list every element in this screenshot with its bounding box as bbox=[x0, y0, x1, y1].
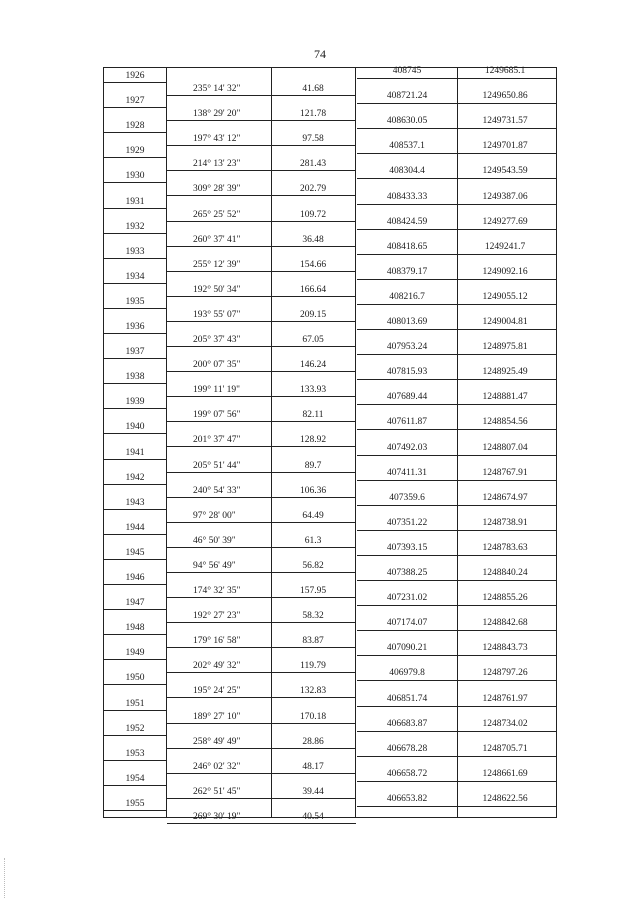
row-rule bbox=[357, 505, 556, 506]
bearing-cell: 205° 37' 43" bbox=[193, 335, 241, 345]
row-rule bbox=[103, 132, 167, 133]
distance-cell: 41.68 bbox=[302, 84, 324, 94]
row-rule bbox=[103, 308, 167, 309]
northing-cell: 407231.02 bbox=[386, 593, 428, 604]
row-rule bbox=[357, 630, 556, 631]
northing-cell: 408630.05 bbox=[386, 116, 428, 127]
row-rule bbox=[357, 128, 556, 129]
distance-cell: 166.64 bbox=[299, 284, 327, 295]
bearing-cell: 179° 16' 58" bbox=[193, 636, 241, 647]
easting-cell: 1249731.57 bbox=[482, 116, 528, 127]
northing-cell: 406653.82 bbox=[386, 793, 428, 804]
row-rule bbox=[357, 756, 556, 757]
row-rule bbox=[103, 609, 167, 610]
row-rule bbox=[357, 731, 556, 732]
distance-cell: 106.36 bbox=[299, 485, 327, 496]
distance-cell: 97.58 bbox=[302, 134, 324, 145]
year-cell: 1950 bbox=[125, 673, 145, 684]
bearing-cell: 174° 32' 35" bbox=[193, 586, 241, 596]
row-rule bbox=[103, 433, 167, 434]
row-rule bbox=[357, 706, 556, 707]
northing-cell: 407411.31 bbox=[386, 467, 428, 478]
distance-cell: 89.7 bbox=[304, 460, 322, 471]
row-rule bbox=[357, 429, 556, 430]
year-cell: 1933 bbox=[125, 246, 145, 257]
distance-cell: 36.48 bbox=[302, 234, 324, 245]
row-rule bbox=[357, 254, 556, 255]
row-rule bbox=[167, 446, 356, 447]
row-rule bbox=[357, 153, 556, 154]
row-rule bbox=[357, 555, 556, 556]
year-cell: 1951 bbox=[125, 698, 145, 709]
row-rule bbox=[167, 371, 356, 372]
northing-cell: 408721.24 bbox=[386, 91, 428, 102]
row-rule bbox=[357, 404, 556, 405]
row-rule bbox=[103, 659, 167, 660]
northing-cell: 408537.1 bbox=[389, 141, 425, 152]
northing-cell: 407174.07 bbox=[386, 618, 428, 629]
row-rule bbox=[103, 408, 167, 409]
row-rule bbox=[103, 82, 167, 83]
row-rule bbox=[357, 605, 556, 606]
bearing-cell: 193° 55' 07" bbox=[193, 309, 241, 320]
year-cell: 1946 bbox=[125, 573, 145, 583]
northing-cell: 406683.87 bbox=[386, 718, 428, 729]
bearing-cell: 200° 07' 35" bbox=[193, 360, 241, 371]
row-rule bbox=[103, 735, 167, 736]
bearing-cell: 262° 51' 45" bbox=[193, 786, 241, 797]
row-rule bbox=[167, 497, 356, 498]
row-rule bbox=[167, 472, 356, 473]
easting-cell: 1248854.56 bbox=[482, 417, 528, 428]
margin-artifact bbox=[4, 858, 8, 898]
northing-cell: 407388.25 bbox=[386, 568, 428, 578]
bearing-cell: 199° 11' 19" bbox=[193, 385, 241, 396]
easting-cell: 1249241.7 bbox=[484, 241, 526, 252]
year-cell: 1934 bbox=[125, 271, 145, 282]
bearing-cell: 189° 27' 10" bbox=[193, 711, 241, 722]
easting-cell: 1248622.56 bbox=[482, 793, 528, 804]
row-rule bbox=[167, 697, 356, 698]
distance-cell: 61.3 bbox=[304, 535, 322, 546]
bearing-cell: 197° 43' 12" bbox=[193, 134, 241, 145]
row-rule bbox=[167, 246, 356, 247]
distance-cell: 157.95 bbox=[299, 586, 327, 596]
distance-cell: 154.66 bbox=[299, 259, 327, 270]
row-rule bbox=[357, 78, 556, 79]
year-cell: 1937 bbox=[125, 347, 145, 358]
northing-cell: 407351.22 bbox=[386, 517, 428, 528]
row-rule bbox=[357, 530, 556, 531]
year-cell: 1938 bbox=[125, 372, 145, 383]
northing-cell: 407689.44 bbox=[386, 392, 428, 403]
easting-cell: 1249701.87 bbox=[482, 141, 528, 152]
northing-cell: 406658.72 bbox=[386, 768, 428, 779]
distance-cell: 132.83 bbox=[299, 686, 327, 697]
easting-cell: 1248767.91 bbox=[482, 467, 528, 478]
distance-cell: 67.05 bbox=[302, 335, 324, 345]
distance-cell: 281.43 bbox=[299, 159, 327, 170]
year-cell: 1930 bbox=[125, 171, 145, 182]
easting-cell: 1248797.26 bbox=[482, 668, 528, 679]
year-cell: 1929 bbox=[125, 146, 145, 157]
distance-cell: 58.32 bbox=[302, 611, 324, 622]
bearing-cell: 235° 14' 32" bbox=[193, 84, 241, 94]
bearing-cell: 195° 24' 25" bbox=[193, 686, 241, 697]
year-cell: 1936 bbox=[125, 322, 145, 332]
bearing-cell: 258° 49' 49" bbox=[193, 736, 241, 747]
easting-cell: 1248881.47 bbox=[482, 392, 528, 403]
easting-cell: 1248783.63 bbox=[482, 542, 528, 553]
northing-cell: 407393.15 bbox=[386, 542, 428, 553]
row-rule bbox=[103, 634, 167, 635]
row-rule bbox=[167, 773, 356, 774]
row-rule bbox=[167, 195, 356, 196]
year-cell: 1945 bbox=[125, 547, 145, 558]
bearing-cell: 46° 50' 39" bbox=[193, 535, 236, 546]
row-rule bbox=[103, 534, 167, 535]
year-cell: 1940 bbox=[125, 422, 145, 433]
distance-cell: 82.11 bbox=[302, 410, 324, 421]
year-cell: 1943 bbox=[125, 497, 145, 508]
row-rule bbox=[103, 333, 167, 334]
row-rule bbox=[103, 283, 167, 284]
row-rule bbox=[103, 484, 167, 485]
row-rule bbox=[103, 182, 167, 183]
easting-cell: 1249092.16 bbox=[482, 266, 528, 277]
row-rule bbox=[357, 279, 556, 280]
row-rule bbox=[167, 823, 356, 824]
row-rule bbox=[357, 580, 556, 581]
bearing-cell: 255° 12' 39" bbox=[193, 259, 241, 270]
bearing-cell: 214° 13' 23" bbox=[193, 159, 241, 170]
bearing-cell: 192° 27' 23" bbox=[193, 611, 241, 622]
distance-cell: 28.86 bbox=[302, 736, 324, 747]
distance-cell: 83.87 bbox=[302, 636, 324, 647]
bearing-cell: 269° 30' 19" bbox=[193, 811, 241, 822]
bearing-cell: 309° 28' 39" bbox=[193, 184, 241, 195]
bearing-cell: 260° 37' 41" bbox=[193, 234, 241, 245]
year-cell: 1954 bbox=[125, 773, 145, 784]
northing-cell: 408424.59 bbox=[386, 216, 428, 227]
row-rule bbox=[103, 810, 167, 811]
northing-cell: 408304.4 bbox=[389, 166, 425, 177]
easting-cell: 1248674.97 bbox=[482, 492, 528, 503]
row-rule bbox=[357, 781, 556, 782]
northing-cell: 407611.87 bbox=[386, 417, 428, 428]
row-rule bbox=[167, 748, 356, 749]
row-rule bbox=[167, 547, 356, 548]
northing-cell: 408418.65 bbox=[386, 241, 428, 252]
easting-cell: 1249055.12 bbox=[482, 291, 528, 302]
bearing-cell: 192° 50' 34" bbox=[193, 284, 241, 295]
easting-cell: 1248855.26 bbox=[482, 593, 528, 604]
bearing-cell: 97° 28' 00" bbox=[193, 510, 236, 521]
row-rule bbox=[357, 229, 556, 230]
distance-cell: 119.79 bbox=[300, 661, 326, 672]
row-rule bbox=[167, 170, 356, 171]
row-rule bbox=[167, 271, 356, 272]
row-rule bbox=[103, 459, 167, 460]
distance-cell: 109.72 bbox=[299, 209, 327, 220]
row-rule bbox=[167, 145, 356, 146]
easting-cell: 1249543.59 bbox=[482, 166, 528, 177]
easting-cell: 1248843.73 bbox=[482, 643, 528, 654]
row-rule bbox=[167, 647, 356, 648]
year-cell: 1944 bbox=[125, 522, 145, 533]
easting-cell: 1248738.91 bbox=[482, 517, 528, 528]
easting-cell: 1248705.71 bbox=[482, 743, 528, 754]
row-rule bbox=[357, 103, 556, 104]
distance-cell: 209.15 bbox=[299, 309, 327, 320]
row-rule bbox=[103, 157, 167, 158]
year-cell: 1928 bbox=[125, 121, 145, 132]
bearing-cell: 246° 02' 32" bbox=[193, 761, 241, 772]
row-rule bbox=[103, 107, 167, 108]
year-cell: 1953 bbox=[125, 748, 145, 759]
row-rule bbox=[103, 383, 167, 384]
bearing-cell: 199° 07' 56" bbox=[193, 410, 241, 421]
row-rule bbox=[357, 354, 556, 355]
row-rule bbox=[103, 509, 167, 510]
northing-cell: 407090.21 bbox=[386, 643, 428, 654]
row-rule bbox=[167, 622, 356, 623]
easting-cell: 1248975.81 bbox=[482, 342, 528, 353]
year-cell: 1948 bbox=[125, 623, 145, 634]
easting-cell: 1248761.97 bbox=[482, 693, 528, 704]
row-rule bbox=[167, 120, 356, 121]
bearing-cell: 265° 25' 52" bbox=[193, 209, 241, 220]
northing-cell: 408745 bbox=[392, 66, 422, 76]
row-rule bbox=[167, 296, 356, 297]
row-rule bbox=[357, 480, 556, 481]
easting-cell: 1249387.06 bbox=[482, 191, 528, 202]
distance-cell: 39.44 bbox=[302, 786, 324, 797]
row-rule bbox=[167, 672, 356, 673]
row-rule bbox=[167, 321, 356, 322]
northing-cell: 406979.8 bbox=[389, 668, 425, 679]
easting-cell: 1248925.49 bbox=[482, 367, 528, 378]
year-cell: 1926 bbox=[125, 71, 145, 81]
row-rule bbox=[167, 421, 356, 422]
row-rule bbox=[357, 806, 556, 807]
row-rule bbox=[357, 680, 556, 681]
distance-cell: 64.49 bbox=[302, 510, 324, 521]
year-cell: 1947 bbox=[125, 598, 145, 609]
row-rule bbox=[103, 710, 167, 711]
year-cell: 1939 bbox=[125, 397, 145, 408]
row-rule bbox=[167, 346, 356, 347]
row-rule bbox=[167, 723, 356, 724]
row-rule bbox=[103, 208, 167, 209]
bearing-cell: 138° 29' 20" bbox=[193, 109, 241, 120]
year-cell: 1931 bbox=[125, 196, 145, 207]
easting-cell: 1249650.86 bbox=[482, 91, 528, 102]
northing-cell: 407953.24 bbox=[386, 342, 428, 353]
northing-cell: 406851.74 bbox=[386, 693, 428, 704]
row-rule bbox=[103, 760, 167, 761]
year-cell: 1935 bbox=[125, 296, 145, 307]
easting-cell: 1248842.68 bbox=[482, 618, 528, 629]
northing-cell: 408216.7 bbox=[389, 291, 425, 302]
distance-cell: 121.78 bbox=[299, 109, 327, 120]
bearing-cell: 240° 54' 33" bbox=[193, 485, 241, 496]
distance-cell: 170.18 bbox=[299, 711, 327, 722]
easting-cell: 1248807.04 bbox=[482, 442, 528, 453]
distance-cell: 48.17 bbox=[302, 761, 324, 772]
row-rule bbox=[357, 304, 556, 305]
distance-cell: 40.54 bbox=[302, 811, 324, 822]
distance-cell: 56.82 bbox=[302, 560, 324, 571]
row-rule bbox=[103, 233, 167, 234]
bearing-cell: 205° 51' 44" bbox=[193, 460, 241, 471]
row-rule bbox=[103, 258, 167, 259]
distance-cell: 146.24 bbox=[299, 360, 327, 371]
row-rule bbox=[103, 785, 167, 786]
easting-cell: 1249004.81 bbox=[482, 317, 528, 327]
row-rule bbox=[167, 798, 356, 799]
row-rule bbox=[167, 522, 356, 523]
easting-cell: 1248661.69 bbox=[482, 768, 528, 779]
distance-cell: 202.79 bbox=[299, 184, 327, 195]
row-rule bbox=[357, 178, 556, 179]
row-rule bbox=[357, 455, 556, 456]
easting-cell: 1248840.24 bbox=[482, 568, 528, 578]
row-rule bbox=[167, 572, 356, 573]
row-rule bbox=[103, 684, 167, 685]
column-divider bbox=[355, 67, 356, 817]
easting-cell: 1248734.02 bbox=[482, 718, 528, 729]
year-cell: 1952 bbox=[125, 723, 145, 734]
row-rule bbox=[357, 655, 556, 656]
easting-cell: 1249277.69 bbox=[482, 216, 528, 227]
bearing-cell: 201° 37' 47" bbox=[193, 435, 241, 446]
row-rule bbox=[167, 221, 356, 222]
distance-cell: 133.93 bbox=[299, 385, 327, 396]
row-rule bbox=[167, 396, 356, 397]
northing-cell: 408379.17 bbox=[386, 266, 428, 277]
row-rule bbox=[103, 358, 167, 359]
northing-cell: 408433.33 bbox=[386, 191, 428, 202]
page-number: 74 bbox=[314, 47, 326, 61]
easting-cell: 1249685.1 bbox=[484, 66, 526, 76]
row-rule bbox=[357, 379, 556, 380]
row-rule bbox=[167, 597, 356, 598]
row-rule bbox=[357, 204, 556, 205]
year-cell: 1927 bbox=[125, 96, 145, 107]
distance-cell: 128.92 bbox=[299, 435, 327, 446]
year-cell: 1941 bbox=[125, 447, 145, 458]
bearing-cell: 202° 49' 32" bbox=[193, 661, 241, 672]
year-cell: 1955 bbox=[125, 798, 145, 809]
row-rule bbox=[103, 559, 167, 560]
northing-cell: 407492.03 bbox=[386, 442, 428, 453]
year-cell: 1949 bbox=[125, 648, 145, 659]
row-rule bbox=[103, 584, 167, 585]
northing-cell: 406678.28 bbox=[386, 743, 428, 754]
year-cell: 1942 bbox=[125, 472, 145, 483]
northing-cell: 408013.69 bbox=[386, 317, 428, 327]
northing-cell: 407815.93 bbox=[386, 367, 428, 378]
coordinate-table bbox=[103, 66, 557, 822]
year-cell: 1932 bbox=[125, 221, 145, 232]
row-rule bbox=[357, 329, 556, 330]
bearing-cell: 94° 56' 49" bbox=[193, 560, 236, 571]
northing-cell: 407359.6 bbox=[389, 492, 425, 503]
row-rule bbox=[167, 95, 356, 96]
